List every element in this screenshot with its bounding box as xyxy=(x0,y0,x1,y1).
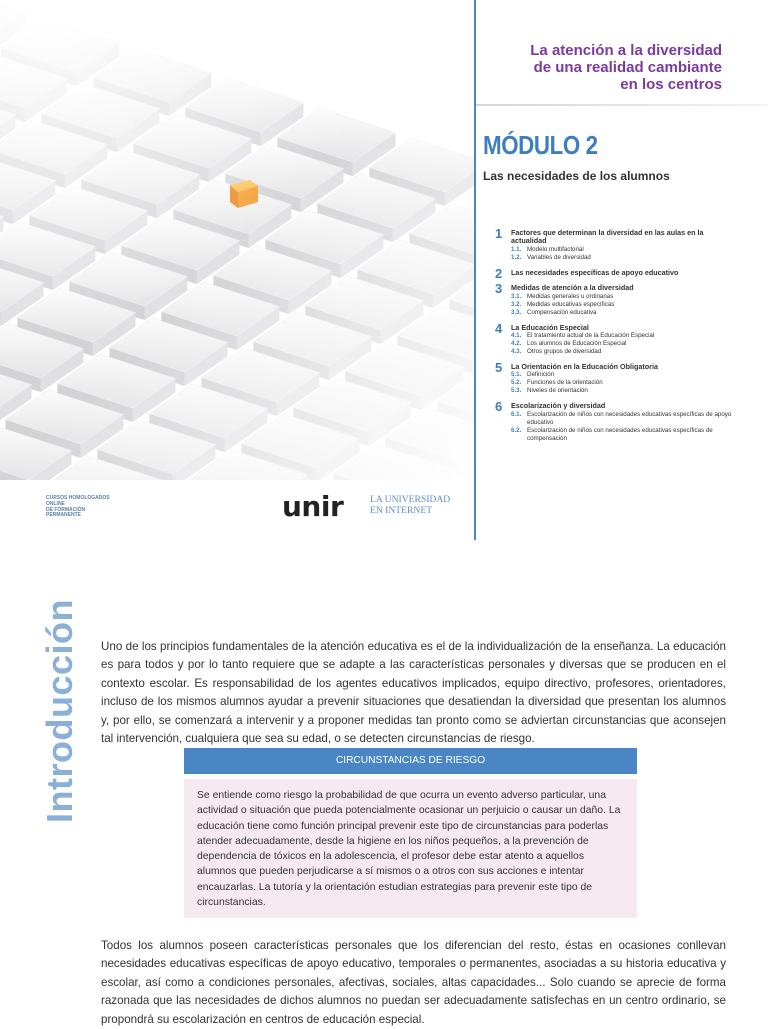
toc-subitem-number: 3.2. xyxy=(511,301,521,309)
toc-title: Las necesidades específicas de apoyo educativo xyxy=(511,269,735,277)
toc-number: 4 xyxy=(495,321,502,336)
toc-subitem xyxy=(511,411,735,427)
toc-title: Escolarización y diversidad xyxy=(511,402,735,410)
toc-subitem xyxy=(511,254,735,262)
intro-paragraph-2: Todos los alumnos poseen características personales que los diferencian del resto, éstas en ocasiones conllevan necesidades educativas específicas de apoyo educativo, temporales o permanentes, asociadas a su historia educativa y escolar, así como a condiciones personales, afectivas, sociales, altas capacidades... Solo cuando se aprecie de forma razonada que las necesidades de dichos alumnos no puedan ser adecuadamente satisfechas en un centro ordinario, se propondrá su escolarización en centros de educación especial. xyxy=(101,937,726,1029)
toc-subitem-number: 6.1. xyxy=(511,411,521,419)
title-separator xyxy=(476,104,768,106)
toc-item xyxy=(495,402,735,442)
toc-subitem-number: 1.2. xyxy=(511,254,521,262)
toc-subitem-number: 3.3. xyxy=(511,309,521,317)
toc-number: 1 xyxy=(495,226,502,241)
toc-subitem-title: Los alumnos de Educación Especial xyxy=(527,340,626,347)
toc-subitem-number: 5.2. xyxy=(511,379,521,387)
toc-subitem-title: Niveles de orientación xyxy=(527,387,588,394)
toc-subitem-title: Medidas generales u ordinarias xyxy=(527,293,613,300)
toc-subitem xyxy=(511,301,735,309)
cube-grid-illustration xyxy=(0,0,474,480)
toc-subitem xyxy=(511,387,735,395)
toc-subitem-title: Variables de diversidad xyxy=(527,254,591,261)
toc-subitem xyxy=(511,348,735,356)
toc-subitem xyxy=(511,340,735,348)
toc-subitem-number: 5.1. xyxy=(511,371,521,379)
toc-subitem-title: Otros grupos de diversidad xyxy=(527,348,601,355)
toc-subitem-number: 1.1. xyxy=(511,246,521,254)
toc-subitem xyxy=(511,246,735,254)
toc-number: 5 xyxy=(495,360,502,375)
toc-item xyxy=(495,229,735,262)
toc-subitem xyxy=(511,427,735,443)
toc-item xyxy=(495,363,735,395)
toc-subitem-title: Medidas educativas específicas xyxy=(527,301,614,308)
toc-subitem xyxy=(511,379,735,387)
courses-label: CURSOS HOMOLOGADOS ONLINE DE FORMACIÓN PERMANENTE xyxy=(46,496,110,519)
toc-subitem xyxy=(511,332,735,340)
unir-logo: unir xyxy=(282,490,343,523)
toc-subitem-title: Definición xyxy=(527,371,554,378)
module-label: MÓDULO 2 xyxy=(483,130,598,161)
toc-subitem-number: 5.3. xyxy=(511,387,521,395)
toc-subitem-title: El tratamiento actual de la Educación Especial xyxy=(527,332,654,339)
toc-subitem-title: Modelo multifactorial xyxy=(527,246,584,253)
intro-paragraph-1: Uno de los principios fundamentales de la atención educativa es el de la individualización de la enseñanza. La educación es para todos y por lo tanto requiere que se adapte a las características personales y diversas que se producen en el contexto escolar. Es responsabilidad de los agentes educativos implicados, equipo directivo, profesores, orientadores, incluso de los mismos alumnos ayudar a prevenir situaciones que desatiendan la diversidad que presentan los alumnos y, por ello, se comenzará a intervenir y a proponer medidas tan pronto como se adviertan circunstancias que aconsejen tal intervención, cualquiera que sea su edad, o se detecten circunstancias de riesgo. xyxy=(101,638,726,749)
intro-vertical-title: Introducción xyxy=(38,586,82,836)
toc-subitem-title: Compensación educativa xyxy=(527,309,596,316)
toc-title: La Orientación en la Educación Obligatoria xyxy=(511,363,735,371)
risk-box-header: CIRCUNSTANCIAS DE RIESGO xyxy=(184,748,637,774)
risk-box-body: Se entiende como riesgo la probabilidad de que ocurra un evento adverso particular, una actividad o situación que pueda potencialmente ocasionar un perjuicio o causar un daño. La educación tiene como función principal prevenir este tipo de circunstancias para poderlas atender adecuadamente, desde la higiene en los niños pequeños, a la prevención de dependencia de tóxicos en la adolescencia, el profesor debe estar atento a aquellos alumnos que pueden perjudicarse a sí mismos o a otros con sus acciones e intentar encauzarlas. La tutoría y la orientación estudian estrategias para prevenir este tipo de circunstancias. xyxy=(184,779,637,918)
table-of-contents xyxy=(495,229,735,450)
toc-subitem-number: 4.3. xyxy=(511,348,521,356)
toc-title: La Educación Especial xyxy=(511,324,735,332)
toc-item xyxy=(495,324,735,356)
toc-subitem-number: 3.1. xyxy=(511,293,521,301)
toc-subitem-title: Escolarización de niños con necesidades educativas específicas de compensación xyxy=(527,427,713,442)
toc-title: Factores que determinan la diversidad en las aulas en la actualidad xyxy=(511,229,735,246)
toc-item xyxy=(495,284,735,316)
module-subtitle: Las necesidades de los alumnos xyxy=(483,169,670,183)
toc-subitem xyxy=(511,309,735,317)
toc-subitem xyxy=(511,371,735,379)
toc-number: 6 xyxy=(495,399,502,414)
toc-subitem-title: Escolarización de niños con necesidades educativas específicas de apoyo educativo xyxy=(527,411,731,426)
book-title: La atención a la diversidad de una realidad cambiante en los centros xyxy=(462,42,722,93)
toc-subitem-title: Funciones de la orientación xyxy=(527,379,603,386)
toc-title: Medidas de atención a la diversidad xyxy=(511,284,735,292)
toc-number: 3 xyxy=(495,281,502,296)
toc-subitem-number: 4.2. xyxy=(511,340,521,348)
unir-tagline: LA UNIVERSIDAD EN INTERNET xyxy=(370,494,450,516)
toc-subitem-number: 4.1. xyxy=(511,332,521,340)
toc-number: 2 xyxy=(495,266,502,281)
toc-item xyxy=(495,269,735,277)
toc-subitem-number: 6.2. xyxy=(511,427,521,435)
risk-box xyxy=(184,748,637,918)
toc-subitem xyxy=(511,293,735,301)
